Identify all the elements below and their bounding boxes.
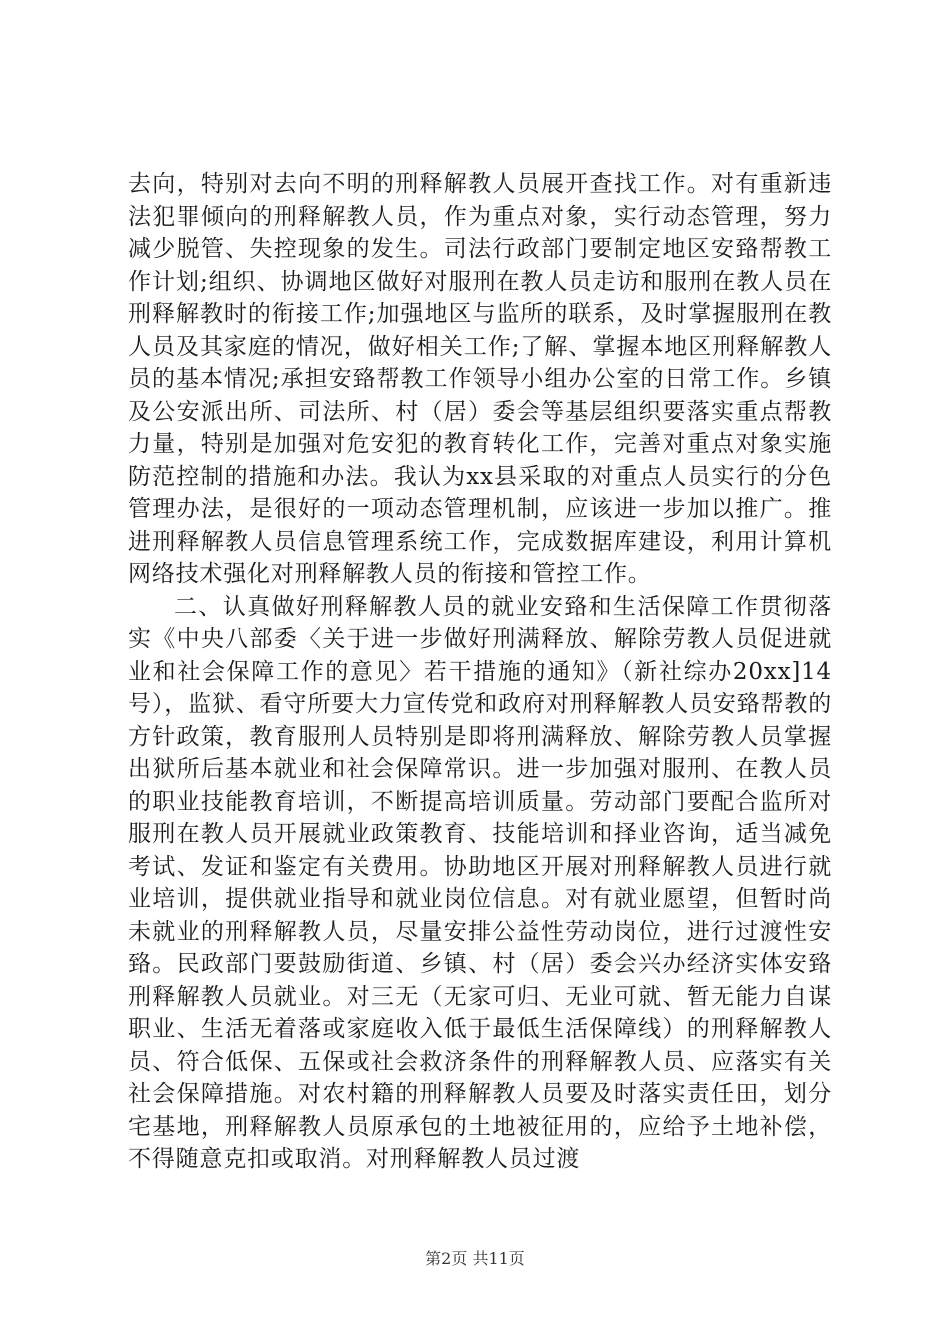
paragraph-employment-section: 二、认真做好刑释解教人员的就业安臵和生活保障工作贯彻落实《中央八部委〈关于进一步做好刑满释放、解除劳教人员促进就业和社会保障工作的意见〉若干措施的通知》（新社综办20xx]14号），监狱、看守所要大力宣传党和政府对刑释解教人员安臵帮教的方针政策，教育服刑人员特别是即将刑满释放、解除劳教人员掌握出狱所后基本就业和社会保障常识。进一步加强对服刑、在教人员的职业技能教育培训，不断提高培训质量。劳动部门要配合监所对服刑在教人员开展就业政策教育、技能培训和择业咨询，适当减免考试、发证和鉴定有关费用。协助地区开展对刑释解教人员进行就业培训，提供就业指导和就业岗位信息。对有就业愿望，但暂时尚未就业的刑释解教人员，尽量安排公益性劳动岗位，进行过渡性安臵。民政部门要鼓励街道、乡镇、村（居）委会兴办经济实体安臵刑释解教人员就业。对三无（无家可归、无业可就、暂无能力自谋职业、生活无着落或家庭收入低于最低生活保障线）的刑释解教人员、符合低保、五保或社会救济条件的刑释解教人员、应落实有关社会保障措施。对农村籍的刑释解教人员要及时落实责任田，划分宅基地，刑释解教人员原承包的土地被征用的，应给予土地补偿，不得随意克扣或取消。对刑释解教人员过渡 [128, 593, 832, 1172]
paragraph-continuation: 去向，特别对去向不明的刑释解教人员展开查找工作。对有重新违法犯罪倾向的刑释解教人员，作为重点对象，实行动态管理，努力减少脱管、失控现象的发生。司法行政部门要制定地区安臵帮教工作计划;组织、协调地区做好对服刑在教人员走访和服刑在教人员在刑释解教时的衔接工作;加强地区与监所的联系，及时掌握服刑在教人员及其家庭的情况，做好相关工作;了解、掌握本地区刑释解教人员的基本情况;承担安臵帮教工作领导小组办公室的日常工作。乡镇及公安派出所、司法所、村（居）委会等基层组织要落实重点帮教力量，特别是加强对危安犯的教育转化工作，完善对重点对象实施防范控制的措施和办法。我认为xx县采取的对重点人员实行的分色管理办法，是很好的一项动态管理机制，应该进一步加以推广。推进刑释解教人员信息管理系统工作，完成数据库建设，利用计算机网络技术强化对刑释解教人员的衔接和管控工作。 [128, 171, 832, 587]
document-body [128, 168, 832, 1176]
page-number-footer: 第2页 共11页 [425, 1249, 525, 1268]
